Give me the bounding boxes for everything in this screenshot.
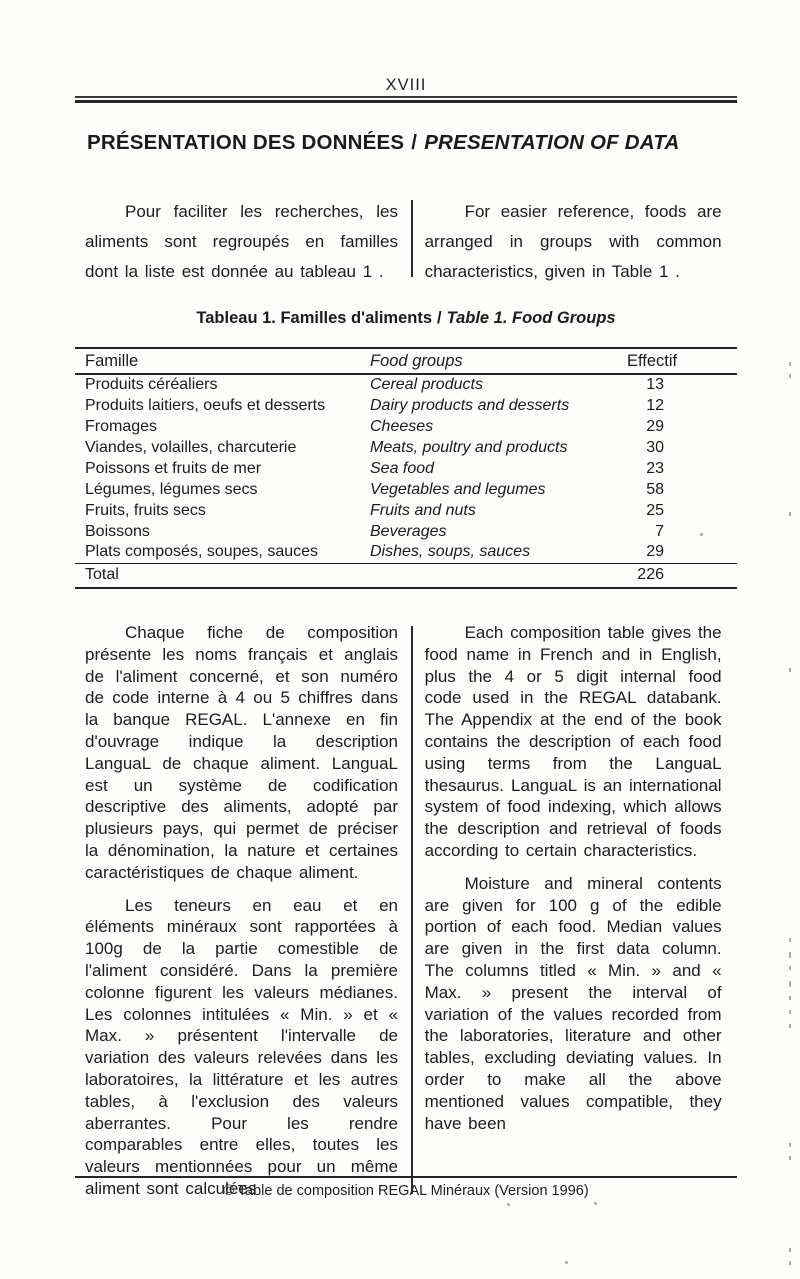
cell-food-group: Cereal products	[370, 376, 483, 393]
table-row	[75, 395, 737, 416]
cell-effectif: 58	[646, 480, 664, 498]
column-header-famille: Famille	[85, 351, 139, 370]
table-row	[75, 374, 737, 395]
table-header-row	[75, 348, 737, 374]
body-english-column	[425, 622, 722, 1200]
intro-english-column	[425, 197, 722, 287]
total-value: 226	[637, 566, 664, 584]
cell-food-group: Dairy products and desserts	[370, 396, 570, 414]
table-row	[75, 458, 737, 479]
body-french-column	[85, 622, 398, 1200]
cell-famille: Légumes, légumes secs	[85, 480, 258, 498]
cell-famille: Produits laitiers, oeufs et desserts	[85, 396, 326, 414]
caption-separator: /	[437, 309, 442, 327]
table-caption	[75, 309, 737, 328]
column-header-effectif: Effectif	[627, 351, 678, 370]
scan-artifact	[789, 996, 791, 1000]
cell-effectif: 30	[646, 438, 664, 456]
caption-english: Table 1. Food Groups	[446, 309, 616, 327]
caption-french: Tableau 1. Familles d'aliments	[196, 309, 433, 327]
scan-artifact	[789, 374, 791, 378]
cell-effectif: 7	[655, 522, 664, 540]
table-row	[75, 542, 737, 563]
footer-rule	[75, 1176, 737, 1178]
cell-food-group: Dishes, soups, sauces	[370, 543, 531, 561]
scan-artifact	[789, 981, 791, 987]
table-row	[75, 500, 737, 521]
body-section	[85, 622, 722, 1200]
cell-famille: Poissons et fruits de mer	[85, 459, 262, 477]
scan-artifact	[700, 533, 703, 536]
table-row	[75, 479, 737, 500]
cell-food-group: Beverages	[370, 522, 447, 540]
header-rule-thick	[75, 100, 737, 103]
scan-artifact	[789, 1248, 791, 1252]
table-row	[75, 521, 737, 542]
cell-famille: Boissons	[85, 522, 150, 540]
scan-artifact	[789, 1261, 791, 1265]
body-english-paragraph-2: Moisture and mineral contents are given for 100 g of the edible portion of each food. Median values are given in the first data column. The columns titled « Min. » and « Max. » present the interval of variation of the values recorded from the laboratories, literature and other tables, excluding deviating values. In order to make all the above mentioned values compatible, they have been	[424, 873, 722, 1133]
cell-effectif: 29	[646, 417, 664, 435]
total-label: Total	[85, 566, 119, 584]
cell-food-group: Fruits and nuts	[370, 501, 476, 519]
scan-artifact	[789, 362, 791, 366]
food-groups-table	[75, 347, 737, 589]
page-number: XVIII	[385, 76, 427, 94]
body-english-paragraph-1: Each composition table gives the food name in French and in English, plus the 4 or 5 digit internal food code used in the REGAL databank. The Appendix at the end of the book contains the description of each food using terms from the LanguaL thesaurus. LanguaL is an international system of food indexing, which allows the description and retrieval of foods according to certain characteristics.	[424, 623, 722, 860]
cell-food-group: Vegetables and legumes	[370, 480, 546, 498]
footer-copyright: © Table de composition REGAL Minéraux (Version 1996)	[223, 1183, 589, 1199]
cell-famille: Produits céréaliers	[85, 376, 218, 393]
scan-artifact	[789, 966, 791, 970]
cell-food-group: Cheeses	[370, 417, 434, 435]
cell-effectif: 23	[646, 459, 664, 477]
intro-french-column	[85, 197, 398, 287]
total-spacer-cell	[370, 563, 627, 588]
title-english: PRESENTATION OF DATA	[424, 131, 680, 154]
cell-food-group: Sea food	[370, 459, 435, 477]
title-french: PRÉSENTATION DES DONNÉES	[87, 131, 405, 154]
scan-artifact	[507, 1203, 510, 1206]
scan-artifact	[789, 1024, 791, 1028]
intro-column-divider	[411, 200, 413, 277]
cell-effectif: 13	[646, 376, 664, 393]
cell-famille: Fruits, fruits secs	[85, 501, 206, 519]
scan-artifact	[789, 668, 791, 672]
table-row	[75, 437, 737, 458]
total-row	[75, 563, 737, 588]
cell-effectif: 25	[646, 501, 664, 519]
column-header-food-groups: Food groups	[370, 351, 463, 370]
title-separator: /	[411, 131, 418, 154]
cell-food-group: Meats, poultry and products	[370, 438, 568, 456]
page-title	[87, 131, 747, 155]
scan-artifact	[565, 1261, 568, 1264]
scan-artifact	[789, 1156, 791, 1160]
scan-artifact	[789, 1010, 791, 1014]
intro-section	[85, 197, 722, 287]
intro-english-paragraph: For easier reference, foods are arranged in groups with common characteristics, given in Table 1 .	[424, 202, 722, 281]
header-rule-thin	[75, 96, 737, 98]
body-column-divider	[411, 626, 413, 1194]
body-french-paragraph-1: Chaque fiche de composition présente les noms français et anglais de l'aliment concerné, et son numéro de code interne à 4 ou 5 chiffres dans la banque REGAL. L'annexe en fin d'ouvrage indique la description LanguaL de chaque aliment. LanguaL est un système de codification descriptive des aliments, adopté par plusieurs pays, qui permet de préciser la dénomination, la nature et certaines caractéristiques de chaque aliment.	[85, 623, 398, 882]
cell-famille: Plats composés, soupes, sauces	[85, 543, 319, 561]
scan-artifact	[789, 512, 791, 516]
scan-artifact	[789, 952, 791, 958]
scan-artifact	[789, 938, 791, 942]
cell-effectif: 29	[646, 543, 664, 561]
cell-famille: Fromages	[85, 417, 158, 435]
cell-effectif: 12	[646, 396, 664, 414]
cell-famille: Viandes, volailles, charcuterie	[85, 438, 297, 456]
body-french-paragraph-2: Les teneurs en eau et en éléments minéraux sont rapportées à 100g de la partie comestible de l'aliment considéré. Dans la première colonne figurent les valeurs médianes. Les colonnes intitulées « Min. » et « Max. » présentent l'intervalle de variation des valeurs relevées dans les laboratoires, la littérature et les autres tables, à l'exclusion des valeurs aberrantes. Pour les rendre comparables entre elles, toutes les valeurs mentionnées pour un même aliment sont calculées	[85, 895, 398, 1198]
scan-artifact	[594, 1202, 597, 1205]
table-row	[75, 416, 737, 437]
intro-french-paragraph: Pour faciliter les recherches, les aliments sont regroupés en familles dont la liste est donnée au tableau 1 .	[85, 202, 398, 281]
scan-artifact	[789, 1143, 791, 1147]
